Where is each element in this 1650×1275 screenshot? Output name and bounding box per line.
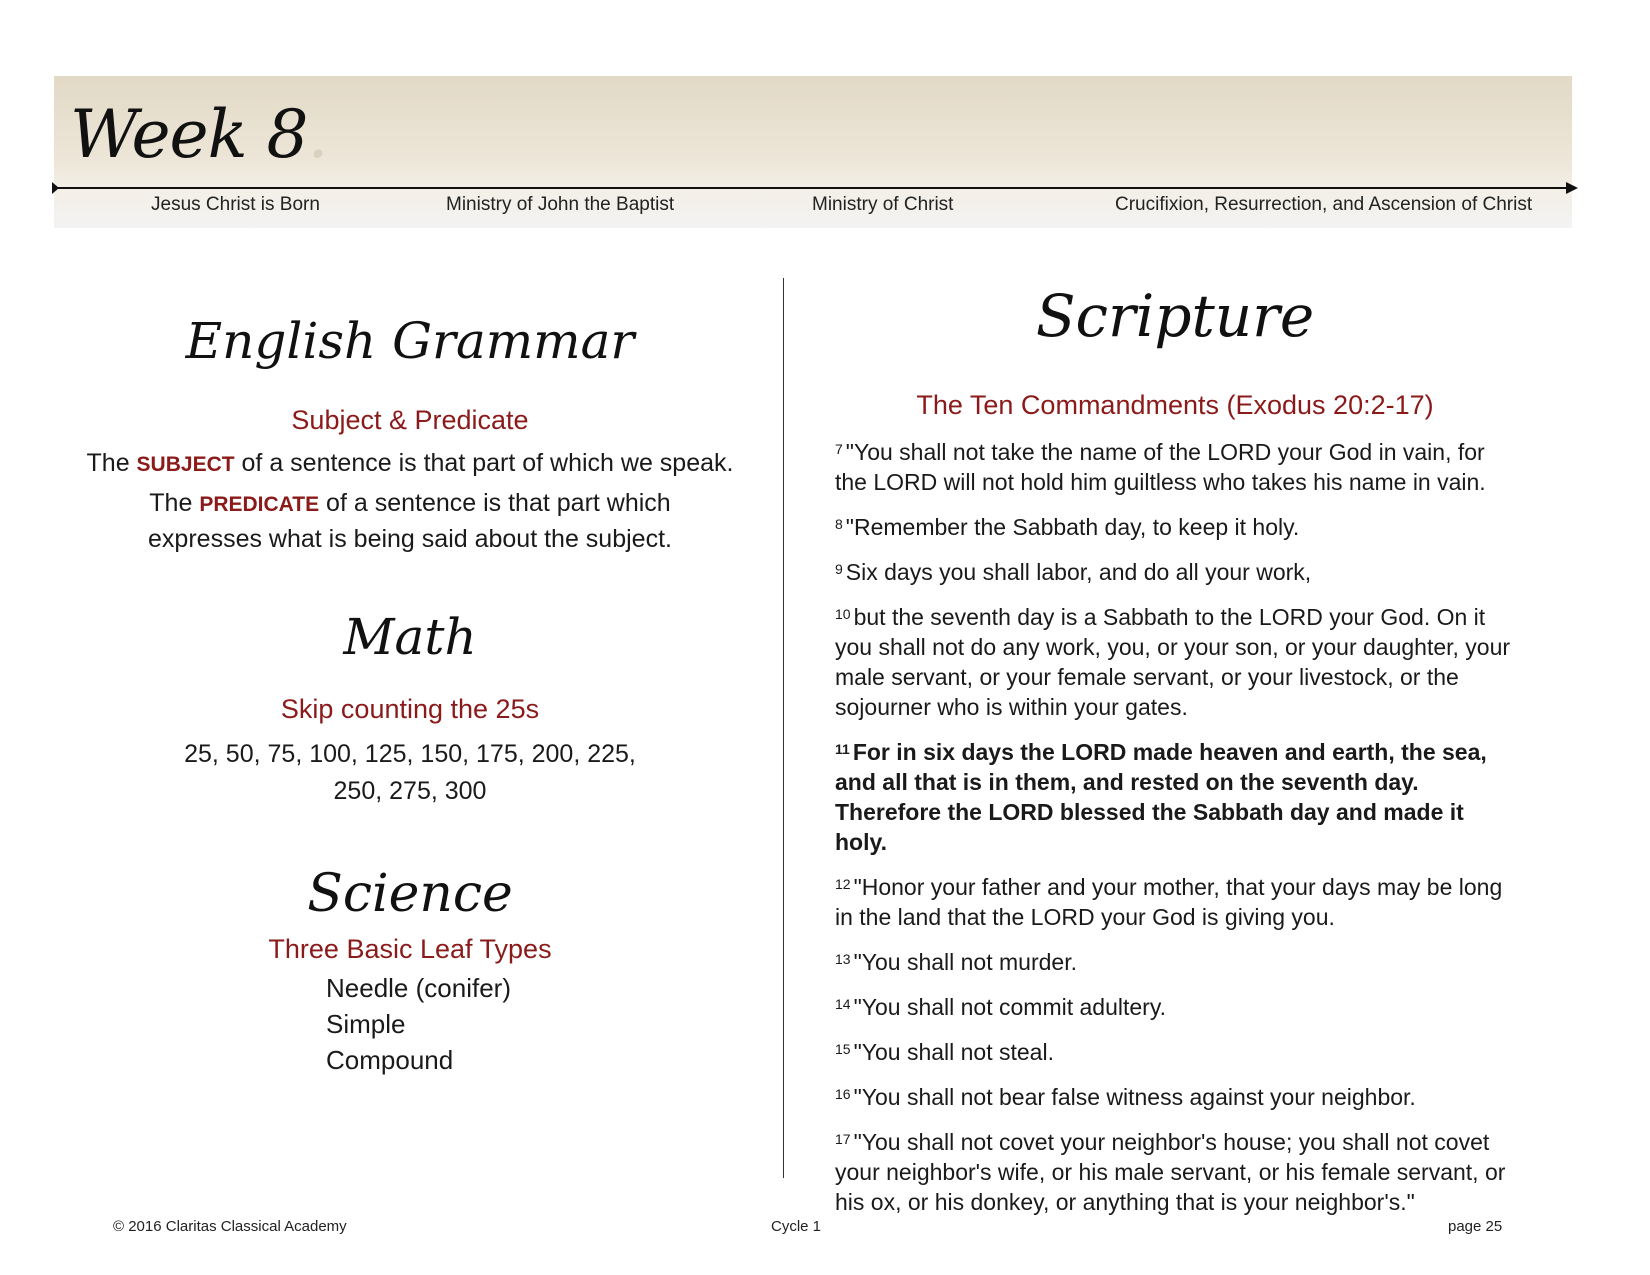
column-divider	[783, 278, 784, 1178]
grammar-predicate-definition: The PREDICATE of a sentence is that part which expresses what is being said about the subject.	[148, 489, 672, 553]
timeline-label-crucifixion: Crucifixion, Resurrection, and Ascension of Christ	[1115, 194, 1533, 215]
leaf-type-item: Compound	[326, 1045, 454, 1075]
verse-15: $^{15}$ "You shall not steal.	[835, 1039, 1054, 1065]
week-title-dot: .	[307, 96, 328, 173]
timeline-label-john: Ministry of John the Baptist	[446, 194, 675, 215]
verse-14: $^{14}$ "You shall not commit adultery.	[835, 994, 1167, 1020]
scripture-verses	[835, 434, 1515, 1229]
grammar-subtitle: Subject & Predicate	[291, 405, 529, 435]
scripture-title: Scripture	[1035, 282, 1315, 350]
verse-10: $^{10}$ but the seventh day is a Sabbath to the LORD your God. On it you shall not do any work, you, or your son, or your daughter, your male servant, or your female servant, or your livestock, or the sojourner who is within your gates.	[835, 604, 1511, 720]
verse-16: $^{16}$ "You shall not bear false witness against your neighbor.	[835, 1084, 1416, 1110]
footer-cycle: Cycle 1	[771, 1218, 822, 1235]
verse-17: $^{17}$ "You shall not covet your neighbor's house; you shall not covet your neighbor's wife, or his male servant, or his female servant, or his ox, or his donkey, or anything that is your neighbor's."	[835, 1129, 1506, 1215]
leaf-type-item: Simple	[326, 1009, 406, 1039]
verse-13: $^{13}$ "You shall not murder.	[835, 949, 1077, 975]
footer-page-number: page 25	[1448, 1218, 1503, 1235]
timeline-label-born: Jesus Christ is Born	[151, 194, 320, 215]
footer-copyright: © 2016 Claritas Classical Academy	[113, 1218, 347, 1235]
math-title: Math	[343, 608, 477, 666]
verse-12: $^{12}$ "Honor your father and your mother, that your days may be long in the land that the LORD your God is giving you.	[835, 874, 1503, 930]
grammar-subject-definition: The SUBJECT of a sentence is that part of which we speak.	[86, 449, 734, 477]
timeline-line	[54, 187, 1569, 189]
science-subtitle: Three Basic Leaf Types	[268, 934, 552, 964]
verse-9: $^9$ Six days you shall labor, and do all your work,	[835, 559, 1312, 585]
timeline-arrow-icon	[1566, 182, 1578, 194]
week-header-banner	[54, 76, 1572, 228]
scripture-subtitle: The Ten Commandments (Exodus 20:2-17)	[916, 390, 1434, 420]
grammar-title: English Grammar	[185, 312, 635, 370]
math-count-line-1: 25, 50, 75, 100, 125, 150, 175, 200, 225,	[184, 740, 636, 768]
leaf-types-list	[326, 970, 511, 1078]
subject-term: SUBJECT	[136, 453, 235, 476]
verse-7: $^7$ "You shall not take the name of the LORD your God in vain, for the LORD will not hold him guiltless who takes his name in vain.	[835, 439, 1486, 495]
predicate-term: PREDICATE	[199, 493, 320, 516]
math-count-line-2: 250, 275, 300	[333, 777, 487, 805]
timeline-label-ministry: Ministry of Christ	[812, 194, 954, 215]
math-subtitle: Skip counting the 25s	[280, 694, 540, 724]
leaf-type-item: Needle (conifer)	[326, 973, 511, 1003]
verse-8: $^8$ "Remember the Sabbath day, to keep it holy.	[835, 514, 1300, 540]
science-title: Science	[307, 864, 513, 924]
verse-11: $^{11}$ For in six days the LORD made heaven and earth, the sea, and all that is in them, and rested on the seventh day. Therefore the LORD blessed the Sabbath day and made it holy.	[835, 739, 1487, 855]
week-title: Week 8.	[70, 96, 328, 173]
